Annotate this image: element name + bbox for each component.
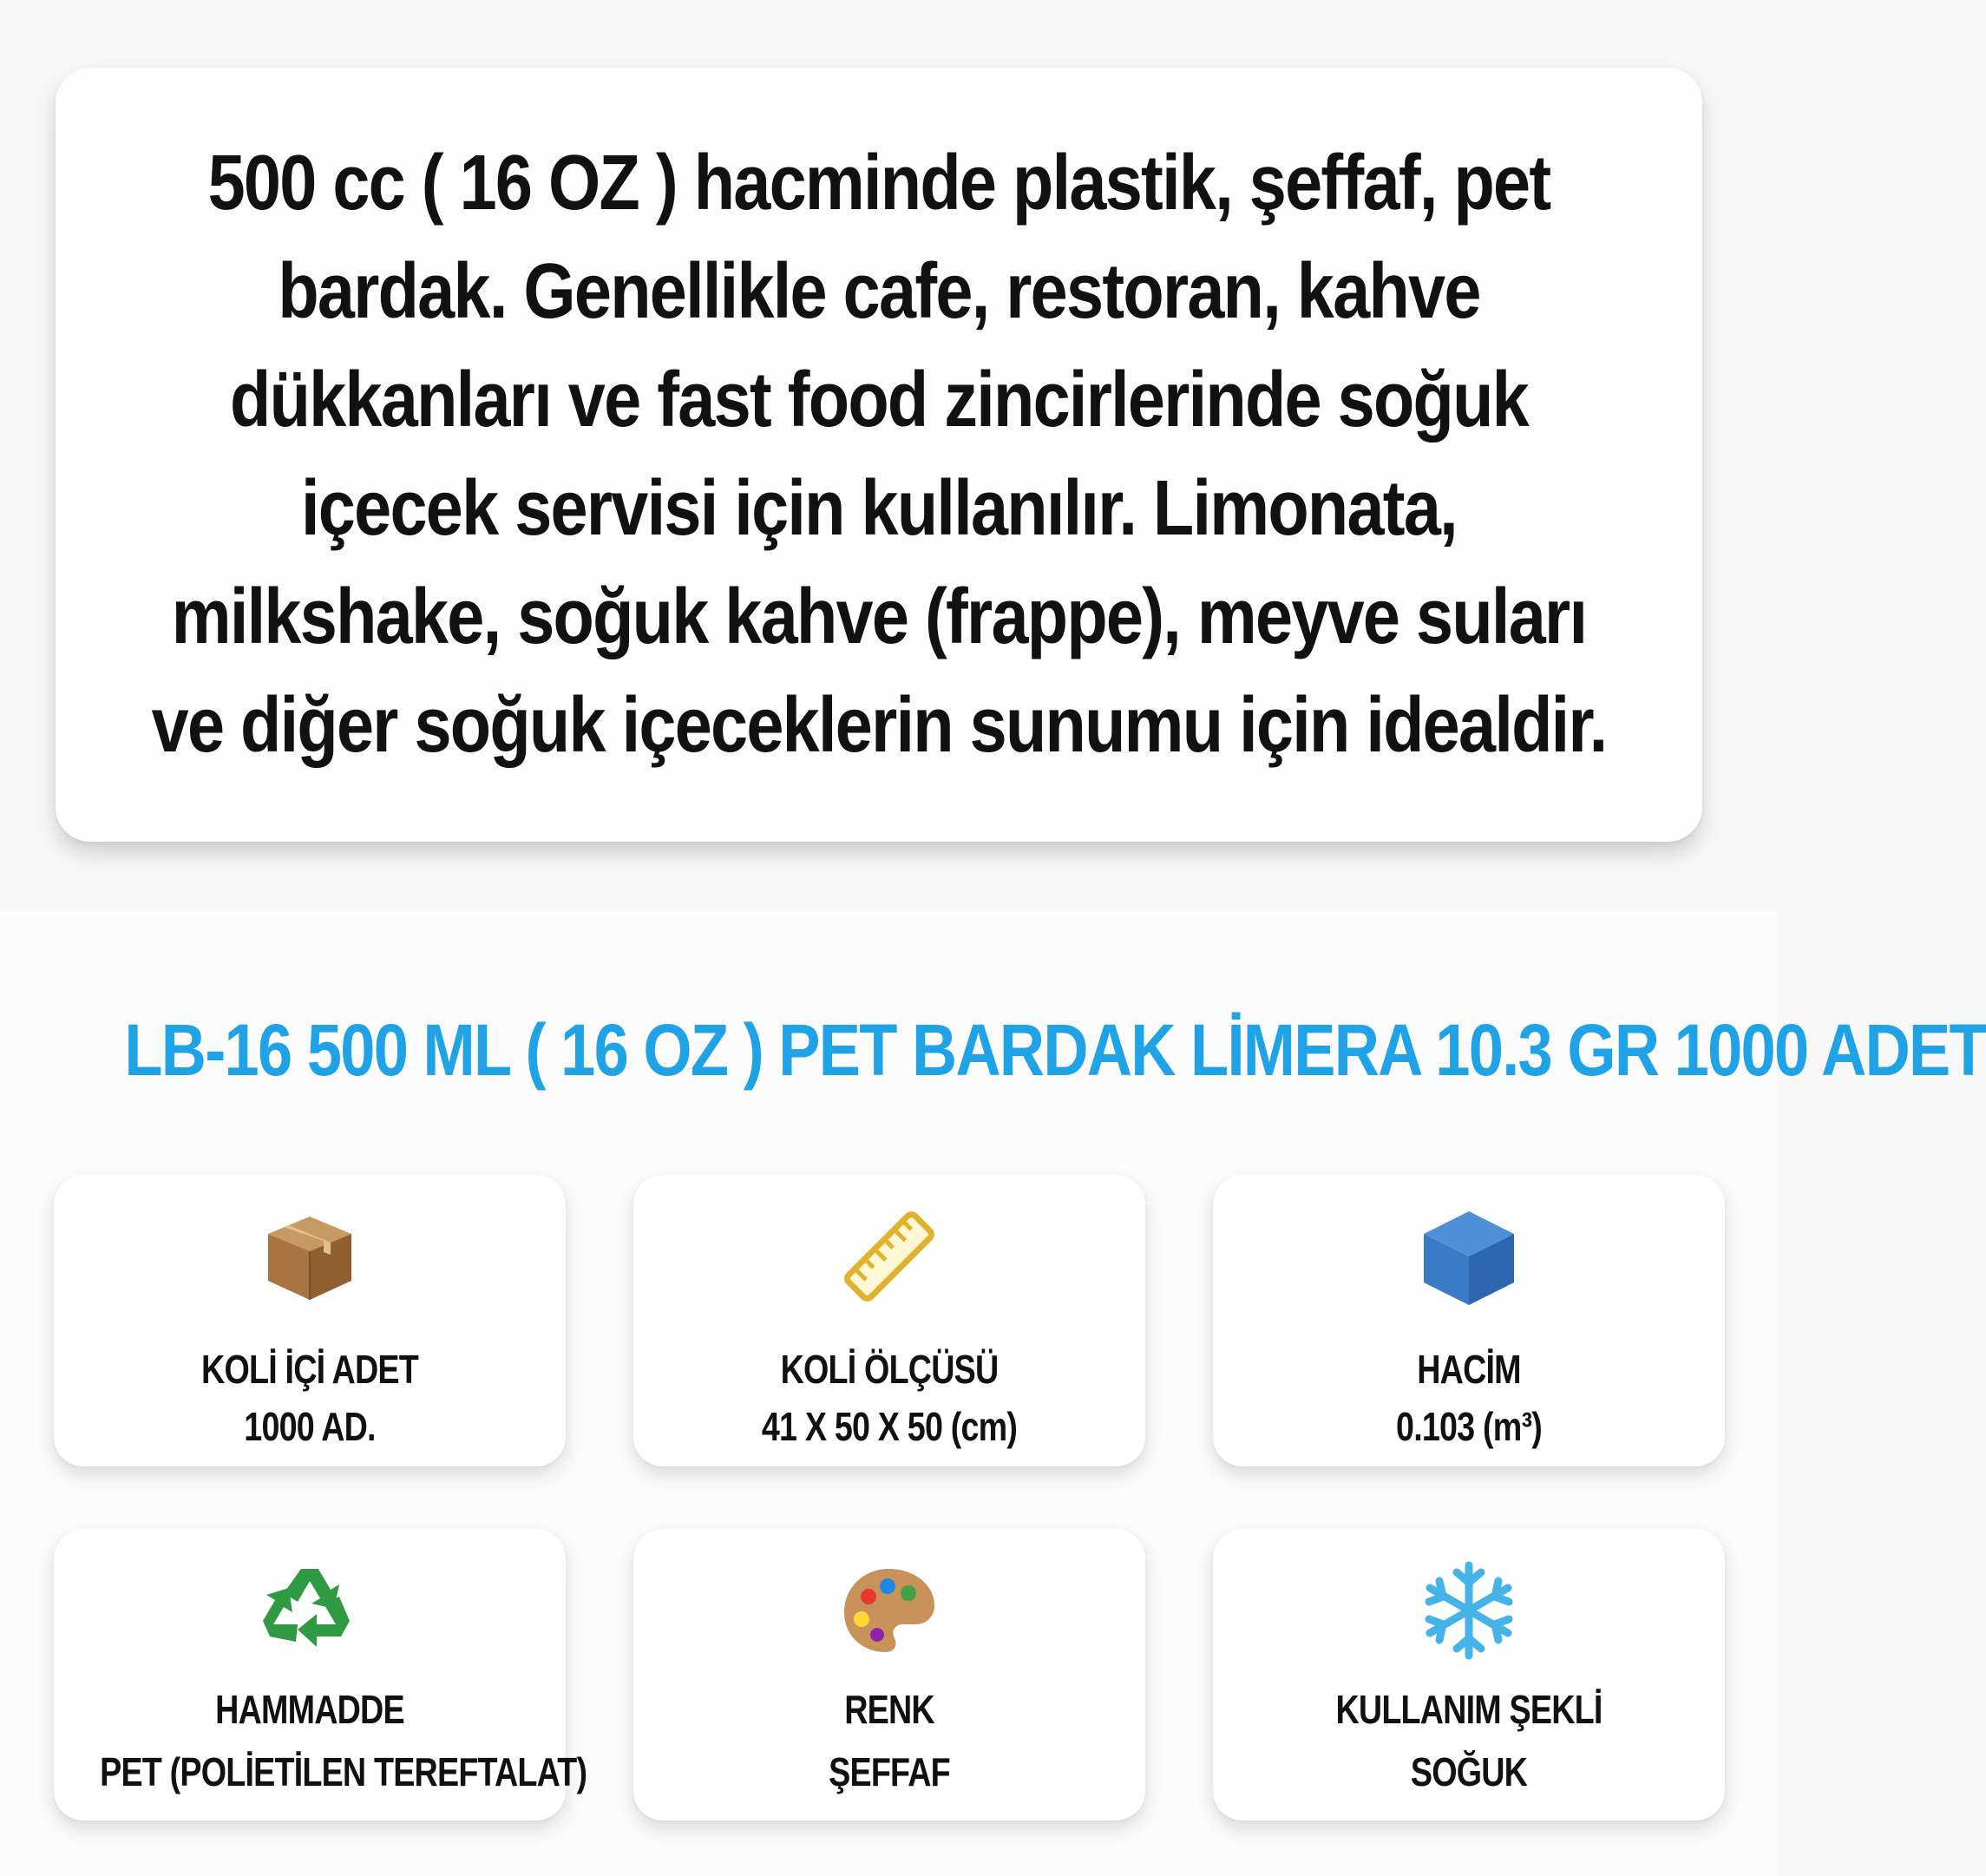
spec-card-usage	[1213, 1529, 1725, 1820]
ruler-icon	[837, 1204, 941, 1309]
spec-title: RENK	[844, 1687, 934, 1732]
spec-value: 41 X 50 X 50 (cm)	[761, 1404, 1018, 1449]
spec-title: KOLİ ÖLÇÜSÜ	[780, 1347, 999, 1392]
spec-value: PET (POLİETİLEN TEREFTALAT)	[100, 1749, 587, 1794]
spec-card-color	[633, 1529, 1145, 1820]
snowflake-icon	[1417, 1558, 1521, 1663]
spec-value: 0.103 (m³)	[1396, 1404, 1542, 1449]
product-description: 500 cc ( 16 OZ ) hacminde plastik, şeffaf, pet bardak. Genellikle cafe, restoran, kahve dükkanları ve fast food zincirlerinde soğuk içecek servisi için kullanılır. Limonata, milkshake, soğuk kahve (frappe), meyve suları ve diğer soğuk içeceklerin sunumu için idealdir.	[151, 140, 1607, 769]
spec-value: ŞEFFAF	[829, 1749, 950, 1794]
description-card	[56, 68, 1702, 842]
spec-title: HAMMADDE	[215, 1687, 404, 1732]
spec-card-box-size	[633, 1175, 1145, 1466]
spec-card-volume	[1213, 1175, 1725, 1466]
cardboard-box-icon	[258, 1204, 362, 1309]
paint-palette-icon	[837, 1558, 941, 1663]
recycle-icon	[258, 1558, 362, 1663]
spec-value: SOĞUK	[1410, 1749, 1528, 1794]
blue-cube-icon	[1417, 1204, 1521, 1309]
spec-card-material	[54, 1529, 587, 1820]
spec-card-box-quantity	[54, 1175, 566, 1466]
product-title: LB-16 500 ML ( 16 OZ ) PET BARDAK LİMERA 10.3 GR 1000 ADET	[124, 1009, 1986, 1091]
spec-title: KULLANIM ŞEKLİ	[1335, 1687, 1603, 1732]
spec-title: HACİM	[1417, 1347, 1521, 1392]
spec-title: KOLİ İÇİ ADET	[201, 1347, 418, 1392]
spec-value: 1000 AD.	[244, 1404, 376, 1449]
